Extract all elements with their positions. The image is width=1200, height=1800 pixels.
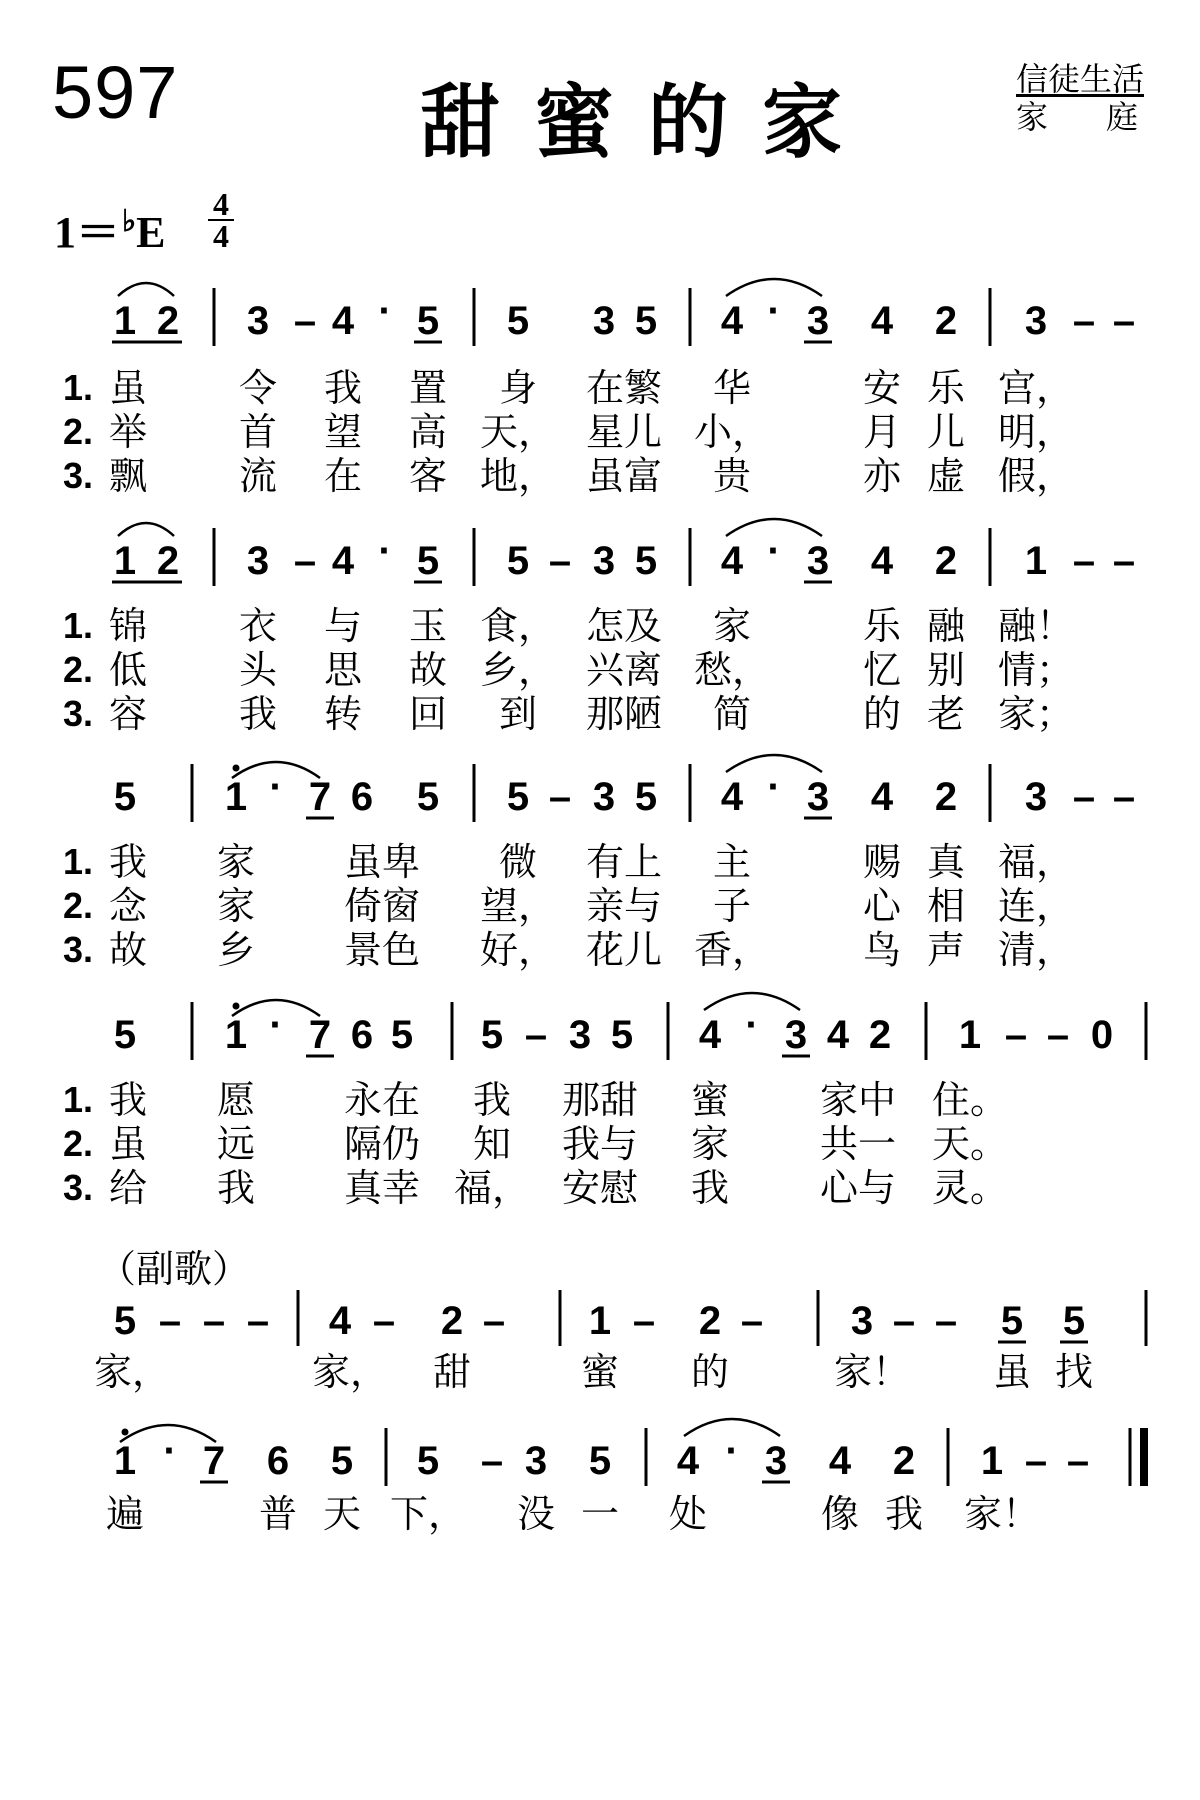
note: 2 — [698, 1299, 722, 1343]
lyric: 兴离 — [585, 648, 663, 692]
system-5 — [114, 1290, 1146, 1346]
lyric: 共一 — [819, 1122, 897, 1166]
note: – — [1072, 539, 1096, 583]
note: 4 — [720, 775, 744, 819]
lyric: 家， — [93, 1350, 171, 1394]
lyric: 举 — [108, 410, 148, 454]
lyrics-block-2 — [0, 604, 1200, 740]
verse-number: 3. — [62, 455, 94, 496]
note: – — [158, 1299, 182, 1343]
note: 1 — [980, 1439, 1004, 1483]
note: 1 — [588, 1299, 612, 1343]
lyric: 乡， — [479, 648, 557, 692]
system-1 — [112, 279, 1135, 346]
lyric: 乡 — [216, 928, 256, 972]
lyric: 高 — [408, 410, 448, 454]
note: 3 — [1024, 299, 1048, 343]
note: 2 — [892, 1439, 916, 1483]
lyric: 置 — [408, 366, 448, 410]
verse-number: 3. — [62, 929, 94, 970]
lyric: 家， — [311, 1350, 389, 1394]
note: 5 — [113, 775, 137, 819]
note: 5 — [634, 299, 658, 343]
lyric: 隔仍 — [343, 1122, 421, 1166]
note: 5 — [506, 539, 530, 583]
note: 2 — [868, 1013, 892, 1057]
lyric: 相 — [926, 884, 966, 928]
note: – — [372, 1299, 396, 1343]
tie — [118, 283, 174, 296]
lyric: 家 — [712, 604, 752, 648]
lyric: 虽富 — [585, 454, 663, 498]
lyric: 身 — [498, 366, 538, 410]
note: 5 — [416, 539, 440, 583]
lyric: 乐 — [926, 366, 966, 410]
lyric: 的 — [690, 1350, 730, 1394]
lyric: 情； — [997, 648, 1075, 692]
dot: · — [378, 289, 392, 333]
note: 3 — [568, 1013, 592, 1057]
category-sub: 家庭 — [1016, 98, 1197, 136]
note: 5 — [390, 1013, 414, 1057]
verse-line — [0, 648, 1200, 692]
note: 3 — [592, 539, 616, 583]
lyric: 我 — [108, 840, 148, 884]
lyric: 我 — [238, 692, 278, 736]
lyric: 天， — [479, 410, 557, 454]
lyric: 玉 — [408, 604, 448, 648]
lyric: 鸟 — [862, 928, 902, 972]
note: 5 — [416, 775, 440, 819]
lyric: 我 — [884, 1492, 924, 1536]
lyric: 愁， — [693, 648, 771, 692]
note: 3 — [1024, 775, 1048, 819]
note: – — [548, 539, 572, 583]
dot: · — [163, 1429, 177, 1473]
note: 4 — [676, 1439, 700, 1483]
note: 2 — [156, 299, 180, 343]
note: 1 — [958, 1013, 982, 1057]
lyric: 别 — [926, 648, 966, 692]
note: – — [1066, 1439, 1090, 1483]
lyric: 微 — [498, 840, 538, 884]
note: 5 — [113, 1299, 137, 1343]
lyric: 永在 — [343, 1078, 421, 1122]
note: – — [293, 299, 317, 343]
lyric: 低 — [108, 648, 148, 692]
verse-number: 1. — [62, 605, 94, 646]
chorus-lyrics-1 — [0, 1350, 1200, 1394]
verse-number: 3. — [62, 1167, 94, 1208]
lyric: 真幸 — [343, 1166, 421, 1210]
verse-line — [0, 604, 1200, 648]
lyrics-block-3 — [0, 840, 1200, 976]
lyric: 家 — [216, 840, 256, 884]
verse-number: 1. — [62, 1079, 94, 1120]
note: 5 — [113, 1013, 137, 1057]
category-main: 信徒生活 — [1016, 60, 1145, 98]
verse-line — [0, 1166, 1200, 1210]
note: 5 — [416, 299, 440, 343]
lyric: 香， — [693, 928, 771, 972]
lyric: 假， — [997, 454, 1075, 498]
lyric: 花儿 — [585, 928, 663, 972]
lyric: 在繁 — [585, 366, 663, 410]
lyric: 亦 — [862, 454, 902, 498]
lyric: 普 — [258, 1492, 298, 1536]
note: 3 — [806, 775, 830, 819]
lyric: 飘 — [108, 454, 148, 498]
note: – — [1112, 539, 1136, 583]
hymn-title: 甜蜜的家 — [420, 76, 876, 169]
lyric: 家！ — [963, 1492, 1041, 1536]
note: 5 — [1062, 1299, 1086, 1343]
lyric: 灵。 — [931, 1166, 1009, 1210]
lyric: 忆 — [862, 648, 902, 692]
dot: · — [725, 1429, 739, 1473]
system-6 — [114, 1419, 1144, 1486]
lyric: 明， — [997, 410, 1075, 454]
verse-line — [0, 840, 1200, 884]
lyric: 望 — [323, 410, 363, 454]
tie — [118, 523, 174, 536]
time-top: 4 — [213, 186, 229, 222]
key-prefix: 1＝ — [54, 208, 120, 257]
note: 7 — [308, 775, 332, 819]
lyric: 福， — [453, 1166, 531, 1210]
dot: · — [767, 529, 781, 573]
dot: · — [269, 765, 283, 809]
note: 2 — [934, 299, 958, 343]
note: 5 — [1000, 1299, 1024, 1343]
lyric: 到 — [498, 692, 538, 736]
note: – — [548, 775, 572, 819]
note: – — [1072, 299, 1096, 343]
lyric: 福， — [997, 840, 1075, 884]
lyric: 回 — [408, 692, 448, 736]
note: 4 — [826, 1013, 850, 1057]
note: 6 — [266, 1439, 290, 1483]
verse-line — [0, 366, 1200, 410]
high-octave-dot — [122, 1429, 129, 1436]
note: – — [934, 1299, 958, 1343]
note: 3 — [246, 539, 270, 583]
verse-line — [0, 884, 1200, 928]
note: 4 — [828, 1439, 852, 1483]
high-octave-dot — [233, 765, 240, 772]
lyric: 乐 — [862, 604, 902, 648]
note: 4 — [870, 539, 894, 583]
lyric: 令 — [238, 366, 278, 410]
lyric: 首 — [238, 410, 278, 454]
lyric: 宫， — [997, 366, 1075, 410]
lyric: 家！ — [833, 1350, 911, 1394]
lyric: 有上 — [585, 840, 663, 884]
verse-line — [0, 928, 1200, 972]
lyric: 华 — [712, 366, 752, 410]
note: 0 — [1090, 1013, 1114, 1057]
note: 1 — [113, 299, 137, 343]
lyric: 一 — [580, 1492, 620, 1536]
lyric: 容 — [108, 692, 148, 736]
note: 1 — [1024, 539, 1048, 583]
note: 3 — [806, 299, 830, 343]
lyric: 望， — [479, 884, 557, 928]
note: 6 — [350, 775, 374, 819]
note: 2 — [440, 1299, 464, 1343]
note: 5 — [506, 775, 530, 819]
note: 2 — [934, 775, 958, 819]
lyric: 头 — [238, 648, 278, 692]
note: – — [202, 1299, 226, 1343]
note: 1 — [113, 1439, 137, 1483]
lyric: 虽 — [992, 1350, 1032, 1394]
note: 2 — [934, 539, 958, 583]
lyric: 在 — [323, 454, 363, 498]
note: 4 — [331, 299, 355, 343]
note: 3 — [246, 299, 270, 343]
lyrics-block-4 — [0, 1078, 1200, 1214]
lyric: 景色 — [343, 928, 421, 972]
lyric: 知 — [472, 1122, 512, 1166]
note: 5 — [588, 1439, 612, 1483]
note: 7 — [308, 1013, 332, 1057]
lyric: 主 — [712, 840, 752, 884]
verse-number: 3. — [62, 693, 94, 734]
lyric: 给 — [108, 1166, 148, 1210]
lyric: 老 — [926, 692, 966, 736]
lyric: 虽 — [108, 1122, 148, 1166]
lyric: 心与 — [819, 1166, 897, 1210]
verse-number: 1. — [62, 841, 94, 882]
note: 7 — [202, 1439, 226, 1483]
note: 5 — [330, 1439, 354, 1483]
lyric: 我 — [216, 1166, 256, 1210]
note: 4 — [870, 299, 894, 343]
note: 1 — [113, 539, 137, 583]
verse-number: 2. — [62, 885, 94, 926]
lyric: 锦 — [108, 604, 148, 648]
lyrics-block-1 — [0, 366, 1200, 502]
lyric: 亲与 — [585, 884, 663, 928]
note: 3 — [806, 539, 830, 583]
note: – — [740, 1299, 764, 1343]
high-octave-dot — [233, 1003, 240, 1010]
verse-line — [0, 692, 1200, 736]
note: 5 — [610, 1013, 634, 1057]
dot: · — [378, 529, 392, 573]
hymn-number: 597 — [52, 51, 179, 134]
lyric: 故 — [108, 928, 148, 972]
lyric: 贵 — [712, 454, 752, 498]
lyric: 月 — [862, 410, 902, 454]
note: 5 — [506, 299, 530, 343]
lyric: 念 — [108, 884, 148, 928]
key-letter: E — [136, 208, 166, 257]
lyric: 我 — [323, 366, 363, 410]
chorus-label: （副歌） — [98, 1247, 251, 1291]
lyric: 蜜 — [580, 1350, 620, 1394]
lyric: 下， — [389, 1492, 467, 1536]
lyric: 我 — [108, 1078, 148, 1122]
lyric: 处 — [668, 1492, 708, 1536]
lyric: 倚窗 — [343, 884, 421, 928]
lyric: 我 — [472, 1078, 512, 1122]
verse-number: 2. — [62, 1123, 94, 1164]
lyric: 赐 — [862, 840, 902, 884]
lyric: 没 — [516, 1492, 556, 1536]
lyric: 融！ — [997, 604, 1075, 648]
note: 3 — [592, 775, 616, 819]
note: – — [524, 1013, 548, 1057]
lyric: 愿 — [216, 1078, 256, 1122]
verse-line — [0, 410, 1200, 454]
note: – — [1112, 775, 1136, 819]
note: 5 — [634, 775, 658, 819]
note: 4 — [870, 775, 894, 819]
lyric: 家 — [216, 884, 256, 928]
note: 5 — [480, 1013, 504, 1057]
note: 3 — [764, 1439, 788, 1483]
note: 2 — [156, 539, 180, 583]
lyric: 转 — [323, 692, 363, 736]
lyric: 住。 — [931, 1078, 1009, 1122]
note: – — [1072, 775, 1096, 819]
verse-line — [0, 1122, 1200, 1166]
lyric: 简 — [712, 692, 752, 736]
note: 3 — [524, 1439, 548, 1483]
verse-number: 1. — [62, 367, 94, 408]
lyric: 流 — [238, 454, 278, 498]
note: 4 — [698, 1013, 722, 1057]
note: 4 — [328, 1299, 352, 1343]
lyric: 蜜 — [690, 1078, 730, 1122]
lyric: 安慰 — [561, 1166, 639, 1210]
note: 5 — [634, 539, 658, 583]
note: 4 — [720, 539, 744, 583]
note: – — [892, 1299, 916, 1343]
lyric: 子 — [712, 884, 752, 928]
lyric: 好， — [479, 928, 557, 972]
dot: · — [767, 765, 781, 809]
lyric: 天 — [322, 1492, 362, 1536]
note: 1 — [224, 775, 248, 819]
lyric: 家； — [997, 692, 1075, 736]
note: – — [1112, 299, 1136, 343]
note: – — [293, 539, 317, 583]
lyric: 怎及 — [585, 604, 663, 648]
chorus-lyrics-2 — [0, 1492, 1200, 1536]
note: 3 — [592, 299, 616, 343]
lyric: 虽 — [108, 366, 148, 410]
system-2 — [112, 519, 1135, 586]
verse-number: 2. — [62, 649, 94, 690]
lyric: 食， — [479, 604, 557, 648]
lyric: 心 — [862, 884, 902, 928]
note: 4 — [331, 539, 355, 583]
note: 6 — [350, 1013, 374, 1057]
note: – — [1046, 1013, 1070, 1057]
lyric: 我 — [690, 1166, 730, 1210]
lyric: 小， — [693, 410, 771, 454]
note: 4 — [720, 299, 744, 343]
lyric: 像 — [820, 1492, 860, 1536]
lyric: 甜 — [432, 1350, 472, 1394]
lyric: 安 — [862, 366, 902, 410]
note: 3 — [850, 1299, 874, 1343]
lyric: 衣 — [238, 604, 278, 648]
lyric: 那陋 — [585, 692, 663, 736]
note: 1 — [224, 1013, 248, 1057]
lyric: 我与 — [561, 1122, 639, 1166]
note: – — [482, 1299, 506, 1343]
note: – — [632, 1299, 656, 1343]
note: 3 — [784, 1013, 808, 1057]
note: – — [1024, 1439, 1048, 1483]
dot: · — [745, 1003, 759, 1047]
lyric: 的 — [862, 692, 902, 736]
lyric: 故 — [408, 648, 448, 692]
lyric: 与 — [323, 604, 363, 648]
note: – — [246, 1299, 270, 1343]
lyric: 真 — [926, 840, 966, 884]
lyric: 融 — [926, 604, 966, 648]
lyric: 声 — [926, 928, 966, 972]
lyric: 虚 — [926, 454, 966, 498]
lyric: 找 — [1054, 1350, 1094, 1394]
dot: · — [269, 1003, 283, 1047]
system-3 — [114, 755, 1135, 822]
system-4 — [114, 993, 1146, 1060]
lyric: 思 — [323, 648, 363, 692]
flat-sign: ♭ — [122, 205, 137, 238]
verse-number: 2. — [62, 411, 94, 452]
lyric: 客 — [408, 454, 448, 498]
lyric: 虽卑 — [343, 840, 421, 884]
time-bottom: 4 — [213, 218, 229, 254]
lyric: 星儿 — [585, 410, 663, 454]
lyric: 儿 — [926, 410, 966, 454]
note: 5 — [416, 1439, 440, 1483]
note: – — [480, 1439, 504, 1483]
verse-line — [0, 1078, 1200, 1122]
verse-line — [0, 454, 1200, 498]
lyric: 家 — [690, 1122, 730, 1166]
lyric: 遍 — [105, 1492, 145, 1536]
dot: · — [767, 289, 781, 333]
note: – — [1004, 1013, 1028, 1057]
lyric: 家中 — [819, 1078, 897, 1122]
lyric: 清， — [997, 928, 1075, 972]
lyric: 那甜 — [561, 1078, 639, 1122]
lyric: 远 — [216, 1122, 256, 1166]
lyric: 天。 — [931, 1122, 1009, 1166]
lyric: 连， — [997, 884, 1075, 928]
lyric: 地， — [479, 454, 557, 498]
